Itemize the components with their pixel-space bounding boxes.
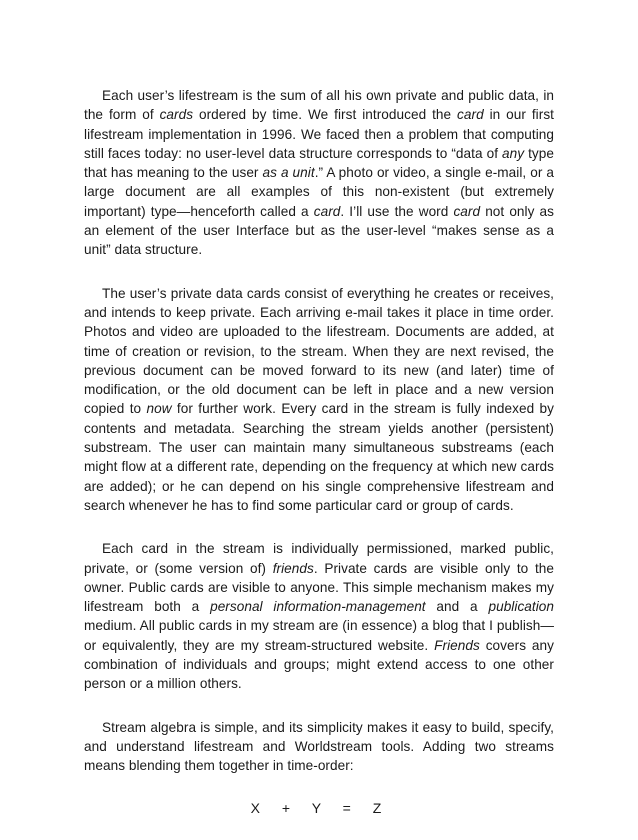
italic-text-run: as a unit (262, 165, 315, 181)
text-run: ordered by time. We first introduced the (193, 107, 458, 123)
italic-text-run: publication (488, 599, 555, 615)
body-text (84, 86, 554, 818)
text-run: and a (425, 599, 489, 615)
paragraph-private-data-cards (84, 284, 554, 516)
italic-text-run: cards (159, 107, 194, 123)
stream-addition-formula: X + Y = Z (250, 799, 388, 816)
text-run: The user’s private data cards consist of everything he creates or receives, and intends to keep private. Each arriving e-mail takes it place in time order. Photos and video are uploaded to the lifestream. Documents are added, at time of creation or revision, to the stream. When they are next revised, the previous document can be moved forward to its new (and later) time of modification, or the old document can be left in place and a new version copied to (84, 285, 554, 417)
italic-text-run: card (457, 107, 484, 123)
italic-text-run: now (146, 401, 172, 417)
paragraph-stream-algebra (84, 718, 554, 776)
text-run: .” A photo or video, a single e-mail, or a large document are all examples of this non-existent (but extremely important) type—henceforth called a (84, 165, 555, 219)
italic-text-run: Friends (434, 637, 480, 653)
paragraph-lifestream-cards (84, 86, 554, 260)
text-run: not only as an element of the user Interface but as the user-level “makes sense as a unit” data structure. (84, 203, 555, 258)
italic-text-run: any (502, 145, 525, 161)
text-run: Stream algebra is simple, and its simplicity makes it easy to build, specify, and understand lifestream and Worldstream tools. Adding two streams means blending them together in time-order: (84, 719, 554, 774)
text-run: type that has meaning to the user (84, 145, 554, 181)
text-run: for further work. Every card in the stream is fully indexed by contents and metadata. Searching the stream yields another (persistent) substream. The user can maintain many simultaneous substreams (each might flow at a different rate, depending on the frequency at which new cards are added); or he can depend on his single comprehensive lifestream and search whenever he has to find some particular card or group of cards. (84, 401, 555, 513)
italic-text-run: personal information-management (210, 599, 426, 615)
paragraph-card-permissions (84, 539, 554, 693)
text-run: covers any combination of individuals and groups; might extend access to one other person or a million others. (84, 637, 555, 692)
italic-text-run: friends (272, 560, 314, 576)
text-run: Each card in the stream is individually permissioned, marked public, private, or (some version of) (84, 541, 554, 576)
text-run: Each user’s lifestream is the sum of all his own private and public data, in the form of (84, 88, 554, 123)
italic-text-run: card (313, 203, 341, 219)
text-run: in our first lifestream implementation in 1996. We faced then a problem that computing still faces today: no user-level data structure corresponds to “data of (84, 107, 555, 161)
text-run: . Private cards are visible only to the owner. Public cards are visible to anyone. This simple mechanism makes my lifestream both a (84, 560, 554, 615)
text-run: medium. All public cards in my stream are (in essence) a blog that I publish—or equivalently, they are my stream-structured website. (84, 618, 554, 653)
italic-text-run: card (453, 203, 481, 219)
text-run: . I’ll use the word (340, 203, 454, 219)
